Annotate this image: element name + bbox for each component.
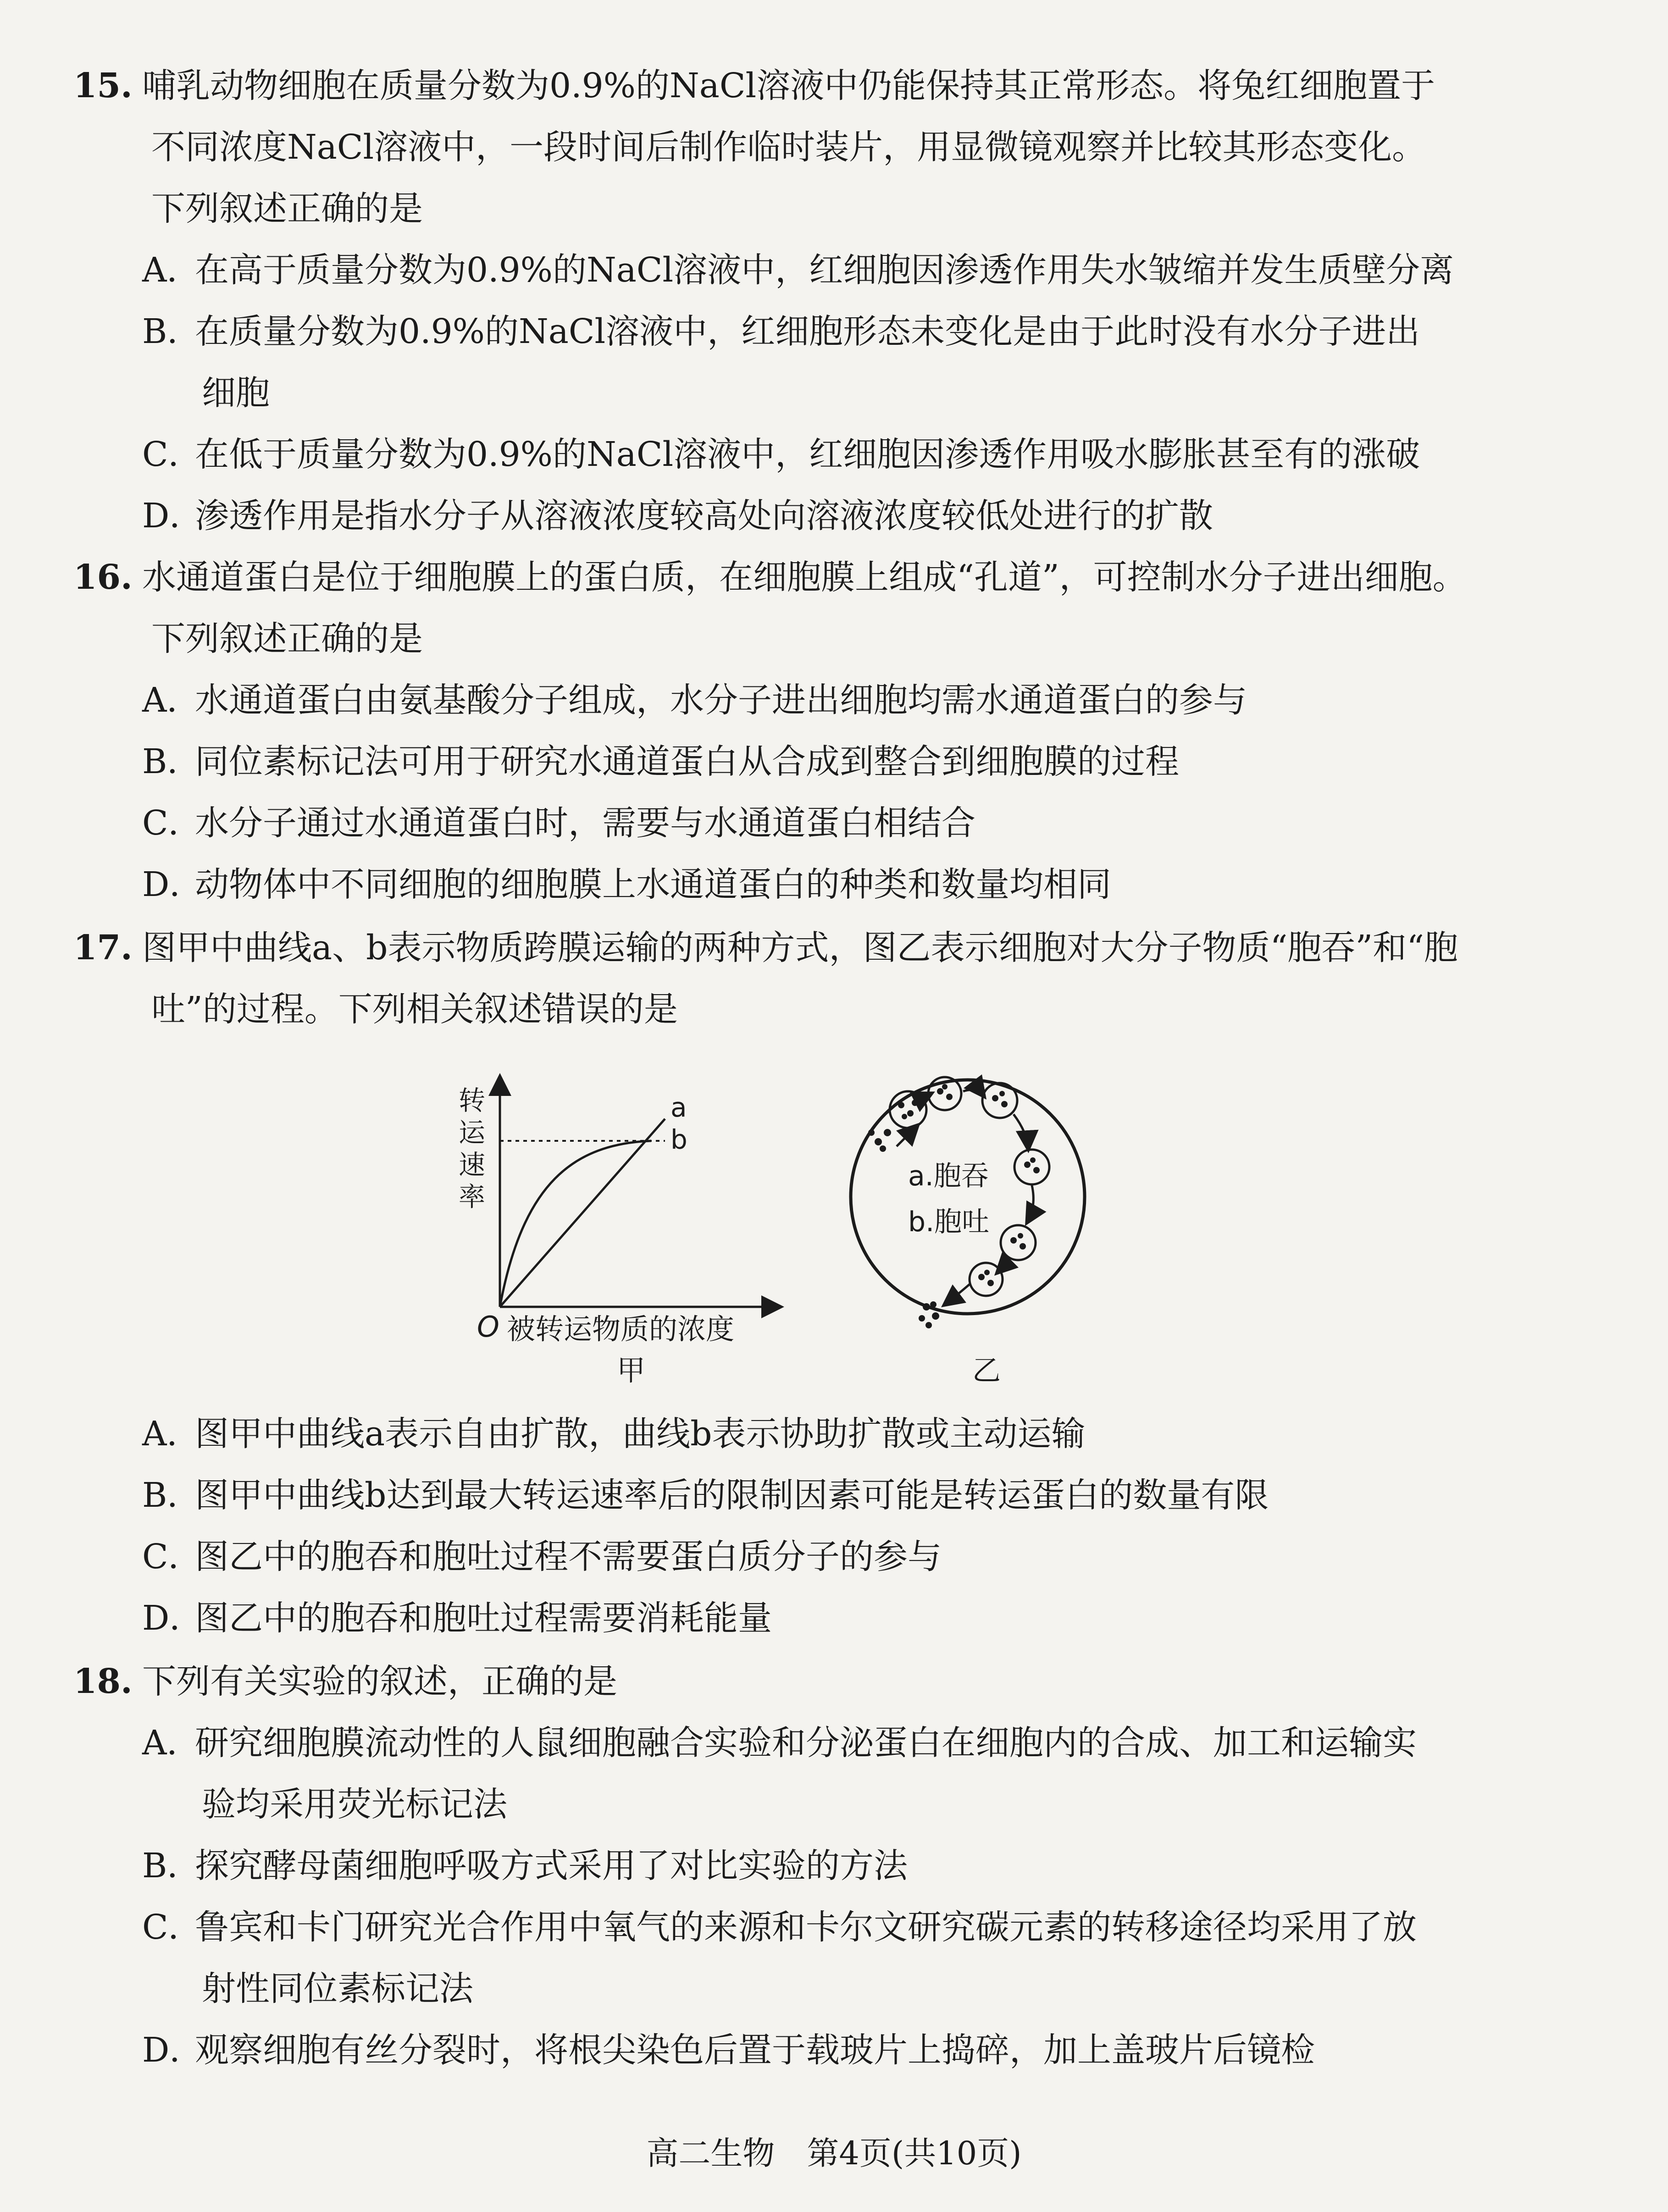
- figure-yi-caption: 乙: [972, 1354, 1001, 1387]
- cell-membrane: [851, 1080, 1085, 1314]
- question-number: 18.: [73, 1662, 133, 1701]
- question-16: [73, 547, 1564, 915]
- option-c: C．水分子通过水通道蛋白时，需要与水通道蛋白相结合: [142, 803, 975, 843]
- option-d: D．动物体中不同细胞的细胞膜上水通道蛋白的种类和数量均相同: [142, 865, 1111, 904]
- y-axis-label-1: 转: [459, 1085, 486, 1116]
- y-axis-label-3: 速: [459, 1149, 486, 1180]
- figure-jia-caption: 甲: [617, 1354, 646, 1387]
- question-stem: 下列有关实验的叙述，正确的是: [142, 1662, 617, 1701]
- option-b: B．同位素标记法可用于研究水通道蛋白从合成到整合到细胞膜的过程: [142, 742, 1179, 781]
- option-a-continued: 验均采用荧光标记法: [202, 1785, 507, 1824]
- label-endocytosis: a.胞吞: [908, 1160, 989, 1192]
- question-stem: 下列叙述正确的是: [151, 619, 423, 658]
- label-exocytosis: b.胞吐: [908, 1206, 990, 1238]
- x-axis-label: 被转运物质的浓度: [507, 1312, 735, 1346]
- graph-jia: [459, 1078, 780, 1387]
- option-d: D．观察细胞有丝分裂时，将根尖染色后置于载玻片上捣碎，加上盖玻片后镜检: [142, 2030, 1315, 2070]
- option-a: A．在高于质量分数为0.9%的NaCl溶液中，红细胞因渗透作用失水皱缩并发生质壁分离: [142, 250, 1454, 290]
- option-c: C．图乙中的胞吞和胞吐过程不需要蛋白质分子的参与: [142, 1537, 942, 1576]
- option-a: A．图甲中曲线a表示自由扩散，曲线b表示协助扩散或主动运输: [142, 1414, 1086, 1454]
- curve-a-label: a: [671, 1092, 687, 1123]
- curve-b-label: b: [671, 1124, 687, 1155]
- option-b-continued: 细胞: [202, 373, 270, 413]
- question-number: 15.: [73, 66, 133, 105]
- option-d: D．图乙中的胞吞和胞吐过程需要消耗能量: [142, 1598, 772, 1638]
- option-b: B．图甲中曲线b达到最大转运速率后的限制因素可能是转运蛋白的数量有限: [142, 1476, 1269, 1515]
- question-stem: 下列叙述正确的是: [151, 189, 423, 228]
- option-a: A．研究细胞膜流动性的人鼠细胞融合实验和分泌蛋白在细胞内的合成、加工和运输实: [142, 1723, 1417, 1763]
- figures-svg: [449, 1068, 1137, 1408]
- option-d: D．渗透作用是指水分子从溶液浓度较高处向溶液浓度较低处进行的扩散: [142, 496, 1213, 536]
- question-17: [73, 917, 1564, 1040]
- origin-label: O: [477, 1310, 499, 1344]
- question-stem: 水通道蛋白是位于细胞膜上的蛋白质，在细胞膜上组成“孔道”，可控制水分子进出细胞。: [142, 558, 1467, 597]
- option-b: B．探究酵母菌细胞呼吸方式采用了对比实验的方法: [142, 1846, 908, 1886]
- y-axis-label-4: 率: [459, 1181, 486, 1212]
- question-stem: 图甲中曲线a、b表示物质跨膜运输的两种方式，图乙表示细胞对大分子物质“胞吞”和“胞: [142, 928, 1458, 968]
- option-c: C．鲁宾和卡门研究光合作用中氧气的来源和卡尔文研究碳元素的转移途径均采用了放: [142, 1908, 1417, 1947]
- question-15: [73, 55, 1564, 547]
- y-axis-label-2: 运: [459, 1117, 486, 1148]
- page-footer: 高二生物 第4页(共10页): [646, 2135, 1022, 2172]
- question-number: 17.: [73, 928, 133, 968]
- option-c: C．在低于质量分数为0.9%的NaCl溶液中，红细胞因渗透作用吸水膨胀甚至有的涨破: [142, 435, 1420, 474]
- question-17-options: [73, 1403, 1564, 1649]
- option-a: A．水通道蛋白由氨基酸分子组成，水分子进出细胞均需水通道蛋白的参与: [142, 680, 1247, 720]
- question-stem: 不同浓度NaCl溶液中，一段时间后制作临时装片，用显微镜观察并比较其形态变化。: [151, 127, 1426, 167]
- diagram-yi: [851, 1077, 1085, 1387]
- question-number: 16.: [73, 558, 133, 597]
- question-stem: 哺乳动物细胞在质量分数为0.9%的NaCl溶液中仍能保持其正常形态。将兔红细胞置于: [142, 66, 1435, 105]
- question-stem: 吐”的过程。下列相关叙述错误的是: [151, 990, 678, 1029]
- question-18: [73, 1651, 1564, 2081]
- curve-a: [500, 1119, 665, 1307]
- option-b: B．在质量分数为0.9%的NaCl溶液中，红细胞形态未变化是由于此时没有水分子进出: [142, 312, 1420, 351]
- option-c-continued: 射性同位素标记法: [202, 1969, 473, 2008]
- question-17-figures: [449, 1068, 1137, 1408]
